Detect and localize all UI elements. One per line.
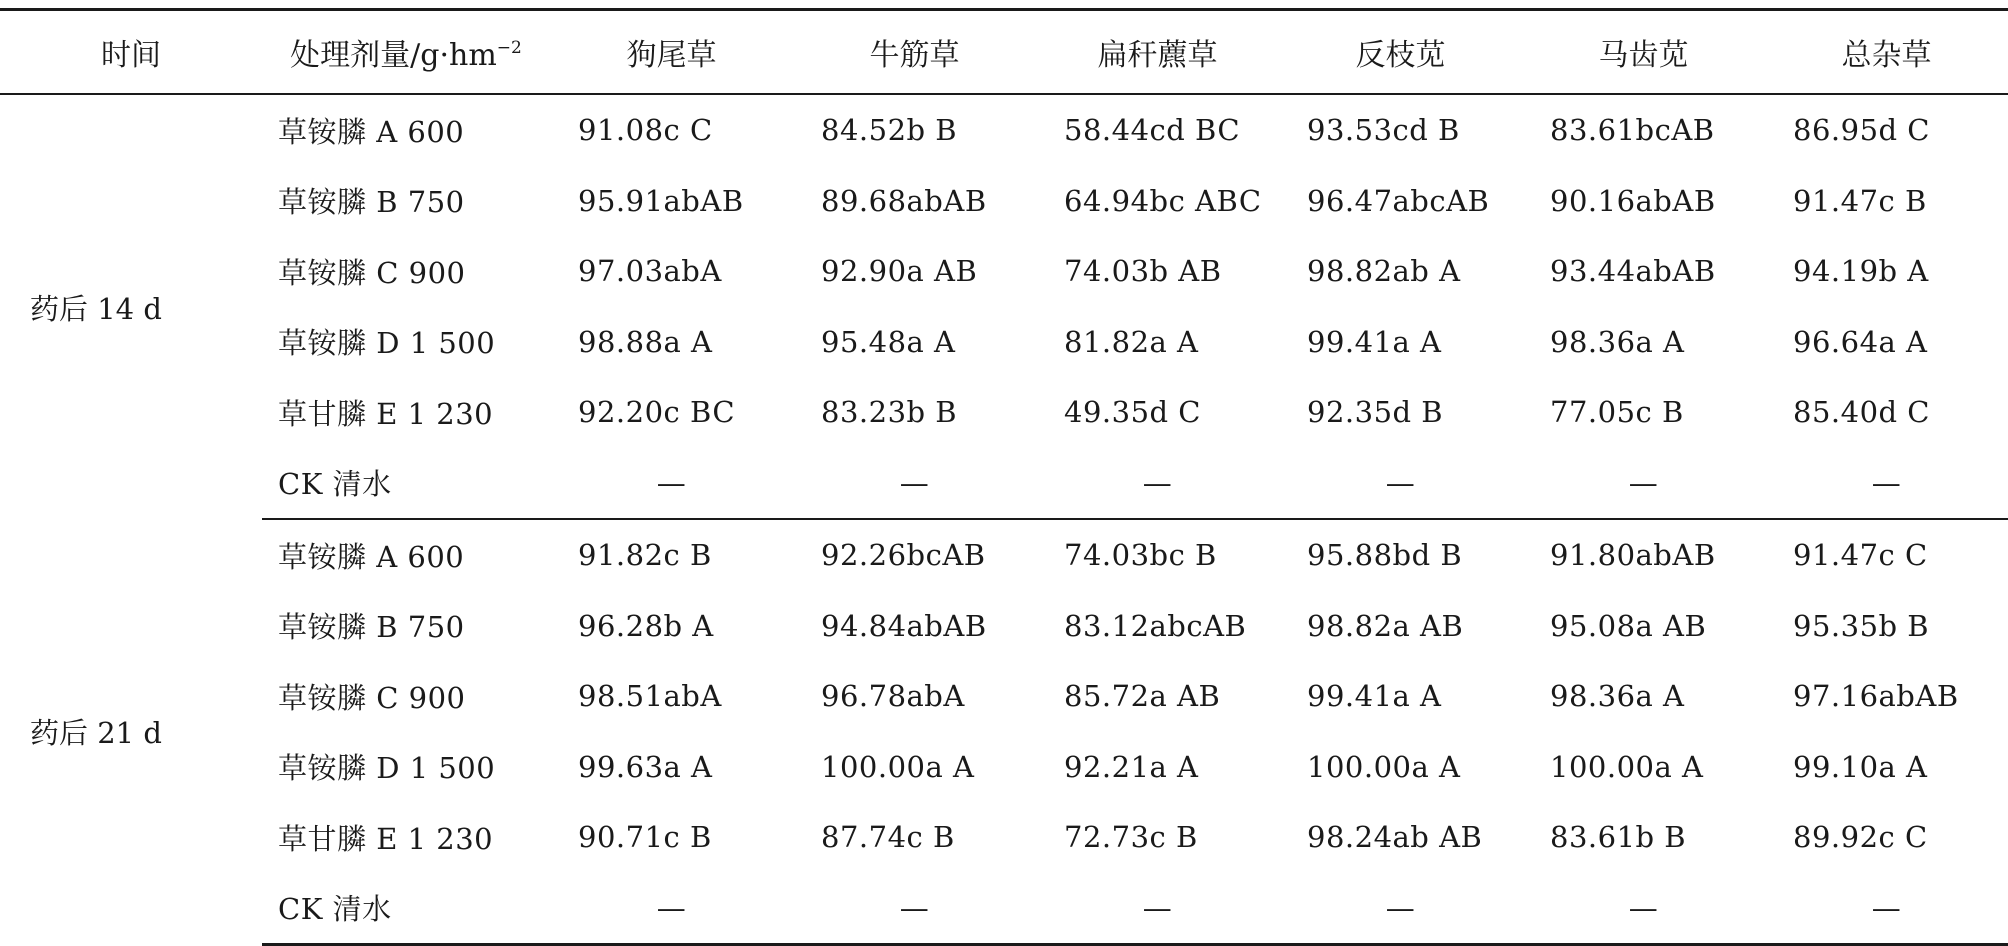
- value-cell: 95.91abAB: [578, 183, 744, 218]
- value-cell: 87.74c B: [821, 820, 955, 855]
- value-cell: —: [1765, 873, 2008, 945]
- value-cell: 98.88a A: [578, 324, 713, 359]
- value-cell: 93.44abAB: [1550, 254, 1716, 289]
- table-row: [0, 307, 2008, 378]
- value-cell: 90.16abAB: [1550, 183, 1716, 218]
- value-cell: 92.35d B: [1307, 395, 1444, 430]
- value-cell: 98.82ab A: [1307, 254, 1461, 289]
- header-treatment-label: 处理剂量/g·hm: [290, 38, 497, 73]
- value-cell: —: [550, 873, 793, 945]
- value-cell: 100.00a A: [1550, 749, 1704, 784]
- table-header: [0, 10, 2008, 95]
- treatment-cell: 草甘膦 E 1 230: [278, 821, 494, 856]
- value-cell: 98.51abA: [578, 679, 722, 714]
- table-row: [0, 732, 2008, 803]
- value-cell: 74.03b AB: [1064, 254, 1222, 289]
- value-cell: 92.90a AB: [821, 254, 978, 289]
- value-cell: —: [1036, 873, 1279, 945]
- value-cell: 95.48a A: [821, 324, 956, 359]
- group-time-label: 药后 21 d: [30, 716, 162, 751]
- value-cell: 97.16abAB: [1793, 679, 1959, 714]
- treatment-cell: 草铵膦 B 750: [278, 185, 465, 220]
- value-cell: 81.82a A: [1064, 324, 1199, 359]
- value-cell: 58.44cd BC: [1064, 113, 1241, 148]
- value-cell: 83.61bcAB: [1550, 113, 1715, 148]
- value-cell: 100.00a A: [1307, 749, 1461, 784]
- value-cell: 96.28b A: [578, 608, 714, 643]
- header-weed-3: 扁秆藨草: [1036, 10, 1279, 95]
- value-cell: 91.47c C: [1793, 538, 1928, 573]
- value-cell: 85.40d C: [1793, 395, 1930, 430]
- treatment-cell: 草铵膦 A 600: [278, 539, 465, 574]
- value-cell: 83.12abcAB: [1064, 608, 1247, 643]
- treatment-cell: 草甘膦 E 1 230: [278, 396, 494, 431]
- value-cell: 74.03bc B: [1064, 538, 1217, 573]
- header-weed-4: 反枝苋: [1279, 10, 1522, 95]
- value-cell: 96.47abcAB: [1307, 183, 1490, 218]
- header-time: 时间: [0, 10, 262, 95]
- value-cell: 98.24ab AB: [1307, 820, 1483, 855]
- treatment-cell: CK 清水: [262, 448, 550, 520]
- header-treatment-exponent: −2: [496, 38, 522, 58]
- value-cell: 83.23b B: [821, 395, 958, 430]
- treatment-cell: 草铵膦 D 1 500: [278, 326, 496, 361]
- header-weed-total: 总杂草: [1765, 10, 2008, 95]
- value-cell: 90.71c B: [578, 820, 712, 855]
- value-cell: 86.95d C: [1793, 113, 1930, 148]
- header-row: [0, 10, 2008, 95]
- value-cell: 95.35b B: [1793, 608, 1930, 643]
- value-cell: 99.41a A: [1307, 679, 1442, 714]
- value-cell: 92.26bcAB: [821, 538, 986, 573]
- group-time-label: 药后 14 d: [30, 291, 162, 326]
- value-cell: —: [1522, 448, 1765, 520]
- value-cell: 93.53cd B: [1307, 113, 1460, 148]
- value-cell: 99.10a A: [1793, 749, 1928, 784]
- value-cell: 94.19b A: [1793, 254, 1929, 289]
- treatment-cell: 草铵膦 C 900: [278, 255, 466, 290]
- table-row: [0, 94, 2008, 166]
- value-cell: 89.68abAB: [821, 183, 987, 218]
- value-cell: 95.08a AB: [1550, 608, 1707, 643]
- value-cell: 72.73c B: [1064, 820, 1198, 855]
- value-cell: 92.20c BC: [578, 395, 736, 430]
- value-cell: 89.92c C: [1793, 820, 1928, 855]
- treatment-cell: 草铵膦 B 750: [278, 610, 465, 645]
- value-cell: 77.05c B: [1550, 395, 1684, 430]
- value-cell: 91.82c B: [578, 538, 712, 573]
- table-row: [0, 802, 2008, 873]
- value-cell: —: [1036, 448, 1279, 520]
- table-row: [0, 661, 2008, 732]
- group-21d: [0, 519, 2008, 945]
- value-cell: 95.88bd B: [1307, 538, 1463, 573]
- value-cell: 98.36a A: [1550, 679, 1685, 714]
- header-weed-1: 狗尾草: [550, 10, 793, 95]
- header-weed-5: 马齿苋: [1522, 10, 1765, 95]
- value-cell: 98.82a AB: [1307, 608, 1464, 643]
- value-cell: —: [1279, 873, 1522, 945]
- value-cell: 100.00a A: [821, 749, 975, 784]
- table-row: [0, 448, 2008, 520]
- treatment-cell: CK 清水: [262, 873, 550, 945]
- value-cell: —: [1765, 448, 2008, 520]
- value-cell: 99.63a A: [578, 749, 713, 784]
- header-treatment: [262, 10, 550, 95]
- table-row: [0, 873, 2008, 945]
- group-14d: [0, 94, 2008, 519]
- value-cell: 49.35d C: [1064, 395, 1201, 430]
- value-cell: —: [1279, 448, 1522, 520]
- value-cell: 92.21a A: [1064, 749, 1199, 784]
- treatment-cell: 草铵膦 D 1 500: [278, 751, 496, 786]
- value-cell: 96.64a A: [1793, 324, 1928, 359]
- header-weed-2: 牛筋草: [793, 10, 1036, 95]
- treatment-cell: 草铵膦 C 900: [278, 680, 466, 715]
- value-cell: 97.03abA: [578, 254, 722, 289]
- value-cell: 91.08c C: [578, 113, 713, 148]
- value-cell: 91.47c B: [1793, 183, 1927, 218]
- value-cell: —: [550, 448, 793, 520]
- value-cell: 98.36a A: [1550, 324, 1685, 359]
- value-cell: 96.78abA: [821, 679, 965, 714]
- value-cell: —: [793, 448, 1036, 520]
- value-cell: 83.61b B: [1550, 820, 1687, 855]
- table-row: [0, 519, 2008, 591]
- treatment-cell: 草铵膦 A 600: [278, 114, 465, 149]
- value-cell: 94.84abAB: [821, 608, 987, 643]
- herbicide-efficacy-table: [0, 8, 2008, 946]
- table-row: [0, 236, 2008, 307]
- table-row: [0, 591, 2008, 662]
- value-cell: 91.80abAB: [1550, 538, 1716, 573]
- efficacy-table-container: [0, 8, 2008, 946]
- value-cell: —: [1522, 873, 1765, 945]
- value-cell: 84.52b B: [821, 113, 958, 148]
- table-row: [0, 377, 2008, 448]
- value-cell: —: [793, 873, 1036, 945]
- table-row: [0, 166, 2008, 237]
- value-cell: 64.94bc ABC: [1064, 183, 1262, 218]
- value-cell: 99.41a A: [1307, 324, 1442, 359]
- value-cell: 85.72a AB: [1064, 679, 1221, 714]
